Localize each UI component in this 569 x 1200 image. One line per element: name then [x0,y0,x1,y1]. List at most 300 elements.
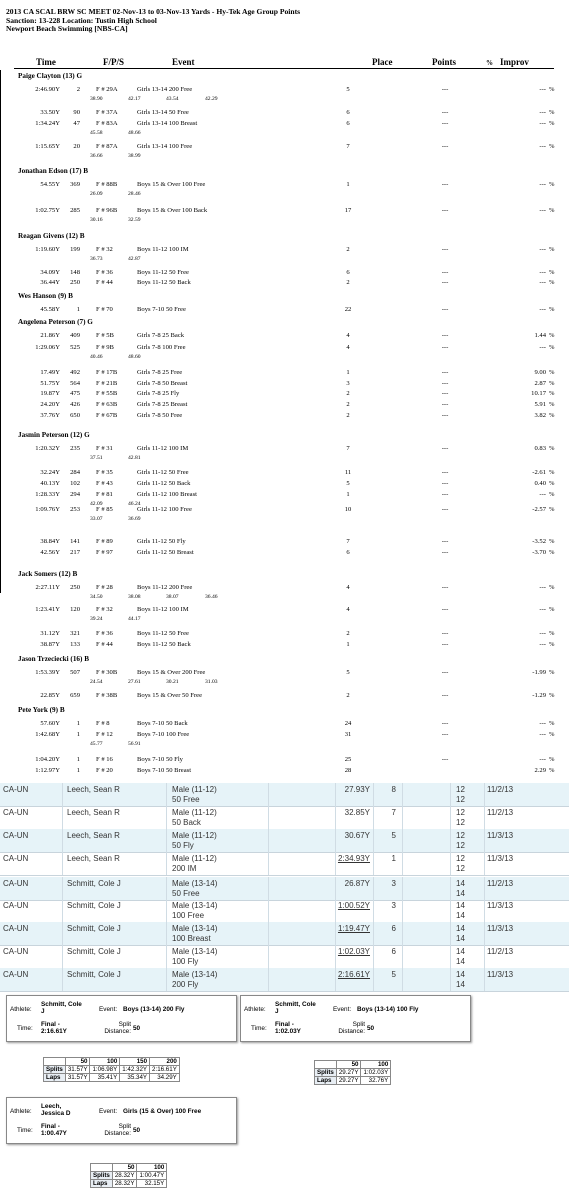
result-fps: F # 44 [96,279,113,286]
result-place: 1 [346,369,350,376]
result-points: --- [441,332,449,339]
column-divider [166,945,167,968]
event-cell [172,854,217,874]
result-row [0,506,569,514]
result-pct: % [549,549,555,556]
result-row [0,606,569,614]
event-cell [172,970,217,990]
time-label: Time: [17,1025,33,1032]
column-divider [373,783,374,806]
event-label: Event: [99,1006,118,1013]
time-cell: 26.87Y [344,879,370,888]
result-points: --- [441,86,449,93]
split-value: 1:02.03Y [361,1069,391,1077]
column-divider [450,806,451,829]
result-time: 1:28.33Y [35,491,60,498]
result-event: Boys 11-12 50 Free [137,269,189,276]
column-divider [484,806,485,829]
result-points: --- [441,469,449,476]
event-name: Boys (13-14) 200 Fly [123,1006,185,1013]
column-divider [335,899,336,922]
table-row[interactable] [0,968,569,992]
splits-distance-header: 100 [137,1164,167,1172]
result-fps: F # 29A [96,86,118,93]
event-age-group: Male (13-14) [172,970,218,979]
swimmer-name-cell[interactable]: Schmitt, Cole J [67,901,121,910]
result-row [0,120,569,128]
column-divider [268,922,269,945]
result-row [0,369,569,377]
split-value: 1:06.98Y [90,1066,120,1074]
result-time: 31.12Y [40,630,60,637]
result-place: 6 [346,109,350,116]
column-divider [166,877,167,900]
col-place: Place [372,57,393,67]
age-value: 14 [456,934,465,943]
result-pct: % [549,480,555,487]
splits-corner [44,1058,66,1066]
age-value: 14 [456,970,465,979]
result-place: 5 [346,480,350,487]
table-row[interactable] [0,922,569,946]
result-time: 40.13Y [40,480,60,487]
result-points: --- [441,369,449,376]
result-event: Boys 15 & Over 200 Free [137,669,206,676]
result-improv: --- [539,143,546,150]
column-divider [402,922,403,945]
result-age-points: 1 [76,720,80,727]
result-place: 1 [346,491,350,498]
result-row [0,246,569,254]
result-row [0,181,569,189]
age-value: 14 [456,879,465,888]
result-improv: 1.44 [534,332,546,339]
result-row [0,549,569,557]
result-event: Boys 7-10 50 Fly [137,756,183,763]
age-cell [456,879,465,899]
result-fps: F # 55B [96,390,118,397]
result-event: Girls 7-8 100 Free [137,344,186,351]
result-fps: F # 30B [96,669,118,676]
result-row [0,584,569,592]
age-value: 12 [456,795,465,804]
split-time: 39.24 [90,616,103,622]
result-improv: -1.99 [532,669,546,676]
result-time: 37.76Y [40,412,60,419]
result-pct: % [549,767,555,774]
column-divider [402,899,403,922]
time-cell[interactable]: 2:16.61Y [337,970,370,979]
swimmer-name-cell[interactable]: Leech, Sean R [67,854,120,863]
result-fps: F # 85 [96,506,113,513]
result-points: --- [441,269,449,276]
age-cell [456,831,465,851]
split-value: 29.27Y [336,1069,361,1077]
column-divider [166,806,167,829]
age-value: 14 [456,901,465,910]
team-cell: CA-UN [3,854,29,863]
result-place: 1 [346,181,350,188]
result-place: 4 [346,584,350,591]
lap-value: 28.32Y [112,1180,137,1188]
time-cell[interactable]: 1:19.47Y [337,924,370,933]
lap-value: 35.34Y [120,1074,150,1082]
column-divider [335,922,336,945]
result-age-points: 1 [76,731,80,738]
column-divider [268,783,269,806]
swimmer-name-text: Jonathan Edson (17) B [18,167,89,175]
column-divider [484,922,485,945]
result-age-points: 47 [73,120,80,127]
result-points: --- [441,143,449,150]
event-label: Event: [333,1006,352,1013]
event-age-group: Male (11-12) [172,854,217,863]
split-time: 37.51 [90,455,103,461]
column-divider [166,783,167,806]
result-pct: % [549,641,555,648]
result-event: Boys 11-12 100 IM [137,606,189,613]
final-time: Final - 1:02.03Y [275,1021,301,1035]
lap-value: 34.29Y [150,1074,180,1082]
splits-row-label: Splits [91,1172,113,1180]
result-improv: 9.00 [534,369,546,376]
swimmer-name-text: Pete York (9) B [18,706,65,714]
split-distance: 50 [133,1127,141,1134]
table-row[interactable] [0,945,569,969]
split-time: 44.17 [128,616,141,622]
result-points: --- [441,584,449,591]
result-points: --- [441,445,449,452]
date-cell: 11/3/13 [487,924,514,933]
date-cell: 11/3/13 [487,970,514,979]
swimmer-name-cell[interactable]: Leech, Sean R [67,785,120,794]
result-row [0,279,569,287]
result-place: 7 [346,538,350,545]
swimmer-name-cell[interactable]: Schmitt, Cole J [67,947,121,956]
result-fps: F # 63B [96,401,118,408]
time-cell: 27.93Y [344,785,370,794]
column-divider [335,852,336,875]
result-row [0,269,569,277]
result-time: 33.50Y [40,109,60,116]
result-improv: --- [539,731,546,738]
column-divider [373,877,374,900]
table-row[interactable] [0,829,569,853]
header-rule [14,68,554,69]
result-place: 6 [346,269,350,276]
result-age-points: 409 [70,332,80,339]
column-divider [62,783,63,806]
age-value: 12 [456,808,465,817]
result-time: 1:20.32Y [35,445,60,452]
result-pct: % [549,445,555,452]
result-age-points: 475 [70,390,80,397]
swimmer-name-cell[interactable]: Schmitt, Cole J [67,879,121,888]
result-fps: F # 16 [96,756,113,763]
split-time: 24.54 [90,679,103,685]
result-place: 10 [344,506,352,513]
lap-value: 31.57Y [65,1074,90,1082]
column-divider [268,852,269,875]
result-age-points: 1 [76,756,80,763]
splits-table [314,1060,391,1085]
column-divider [62,922,63,945]
result-age-points: 133 [70,641,80,648]
result-place: 2 [346,279,350,286]
result-improv: --- [539,584,546,591]
result-time: 1:12.97Y [35,767,60,774]
splits-corner [91,1164,113,1172]
column-divider [166,968,167,991]
result-fps: F # 35 [96,469,113,476]
result-event: Boys 7-10 50 Breast [137,767,192,774]
lap-value: 29.27Y [336,1077,361,1085]
age-value: 14 [456,889,465,898]
result-pct: % [549,606,555,613]
team-cell: CA-UN [3,808,29,817]
result-event: Girls 7-8 25 Fly [137,390,180,397]
event-label: Event: [99,1108,118,1115]
result-age-points: 1 [76,306,80,313]
time-cell[interactable]: 1:00.52Y [337,901,370,910]
result-row [0,480,569,488]
result-pct: % [549,86,555,93]
swimmer-name-cell[interactable]: Leech, Sean R [67,808,120,817]
result-time: 34.09Y [40,269,60,276]
result-place: 2 [346,630,350,637]
age-cell [456,924,465,944]
col-fps: F/P/S [103,57,125,67]
result-improv: --- [539,344,546,351]
split-time: 45.58 [90,130,103,136]
event-cell [172,901,217,921]
column-divider [450,968,451,991]
result-place: 2 [346,401,350,408]
result-fps: F # 38B [96,692,118,699]
athlete-name: Schmitt, Cole J [275,1001,316,1015]
age-value: 12 [456,841,465,850]
swimmer-name-cell[interactable]: Leech, Sean R [67,831,120,840]
result-fps: F # 20 [96,767,113,774]
age-cell [456,808,465,828]
result-pct: % [549,720,555,727]
column-divider [335,968,336,991]
split-distance-label: Split Distance: [104,1123,131,1137]
result-points: --- [441,401,449,408]
result-place: 2 [346,390,350,397]
split-value: 1:00.47Y [137,1172,167,1180]
result-pct: % [549,731,555,738]
event-name: 100 Breast [172,934,211,943]
lap-value: 35.41Y [90,1074,120,1082]
result-event: Boys 11-12 50 Back [137,641,191,648]
result-pct: % [549,630,555,637]
lap-value: 32.15Y [137,1180,167,1188]
result-fps: F # 43 [96,480,113,487]
split-value: 2:16.61Y [150,1066,180,1074]
result-place: 11 [344,469,352,476]
result-fps: F # 12 [96,731,113,738]
table-row[interactable] [0,806,569,830]
result-points: --- [441,538,449,545]
swimmer-name-cell[interactable]: Schmitt, Cole J [67,924,121,933]
result-fps: F # 31 [96,445,113,452]
event-age-group: Male (13-14) [172,901,218,910]
result-fps: F # 97 [96,549,113,556]
result-improv: --- [539,246,546,253]
place-cell: 3 [391,901,396,910]
athlete-split-card [240,995,471,1042]
result-pct: % [549,344,555,351]
column-divider [62,852,63,875]
column-divider [62,899,63,922]
column-divider [166,922,167,945]
result-event: Girls 13-14 200 Free [137,86,193,93]
result-improv: --- [539,756,546,763]
result-pct: % [549,279,555,286]
result-row [0,692,569,700]
split-time: 38.99 [128,153,141,159]
result-event: Girls 11-12 50 Fly [137,538,186,545]
result-age-points: 235 [70,445,80,452]
column-divider [450,783,451,806]
result-points: --- [441,491,449,498]
result-row [0,412,569,420]
event-cell [172,924,217,944]
result-improv: --- [539,491,546,498]
event-name: 50 Free [172,889,200,898]
column-divider [335,877,336,900]
team-cell: CA-UN [3,785,29,794]
result-fps: F # 32 [96,606,113,613]
result-points: --- [441,246,449,253]
split-time: 56.91 [128,741,141,747]
result-fps: F # 21B [96,380,118,387]
result-fps: F # 67B [96,412,118,419]
age-value: 14 [456,957,465,966]
result-pct: % [549,412,555,419]
meet-title: 2013 CA SCAL BRW SC MEET 02-Nov-13 to 03-Nov-13 Yards - Hy-Tek Age Group Points [6,7,301,16]
result-row [0,756,569,764]
swimmer-name-text: Jack Somers (12) B [18,570,78,578]
table-row[interactable] [0,877,569,901]
column-divider [166,829,167,852]
split-distance: 50 [133,1025,141,1032]
result-time: 24.20Y [40,401,60,408]
split-time: 36.46 [205,594,218,600]
sanction-line: Sanction: 13-228 Location: Tustin High School [6,15,157,25]
split-distance: 50 [367,1025,375,1032]
column-divider [402,852,403,875]
result-fps: F # 83A [96,120,118,127]
swimmer-name-cell[interactable]: Schmitt, Cole J [67,970,121,979]
column-divider [166,852,167,875]
result-improv: 3.82 [534,412,546,419]
age-value: 12 [456,854,465,863]
split-time: 48.60 [128,354,141,360]
column-divider [450,829,451,852]
result-pct: % [549,491,555,498]
result-age-points: 141 [70,538,80,545]
table-row[interactable] [0,783,569,807]
result-points: --- [441,641,449,648]
result-points: --- [441,549,449,556]
event-cell [172,947,217,967]
result-points: --- [441,506,449,513]
result-pct: % [549,692,555,699]
result-improv: --- [539,279,546,286]
event-cell [172,831,217,851]
result-pct: % [549,584,555,591]
result-pct: % [549,369,555,376]
result-improv: --- [539,630,546,637]
result-improv: --- [539,269,546,276]
result-place: 25 [344,756,352,763]
time-cell[interactable]: 2:34.93Y [337,854,370,863]
col-pct: % [486,59,493,67]
result-row [0,641,569,649]
result-place: 2 [346,692,350,699]
result-time: 1:42.68Y [35,731,60,738]
athlete-label: Athlete: [10,1108,32,1115]
result-event: Girls 13-14 50 Free [137,109,189,116]
result-time: 1:09.76Y [35,506,60,513]
column-divider [268,877,269,900]
event-cell [172,785,217,805]
age-cell [456,785,465,805]
table-row[interactable] [0,899,569,923]
time-cell[interactable]: 1:02.03Y [337,947,370,956]
result-improv: -3.52 [532,538,546,545]
result-time: 38.87Y [40,641,60,648]
result-improv: --- [539,109,546,116]
result-event: Girls 11-12 100 Free [137,506,192,513]
table-row[interactable] [0,852,569,876]
column-divider [373,899,374,922]
result-points: --- [441,279,449,286]
result-age-points: 284 [70,469,80,476]
result-pct: % [549,207,555,214]
result-pct: % [549,469,555,476]
splits-row-label: Splits [315,1069,337,1077]
splits-distance-header: 150 [120,1058,150,1066]
result-age-points: 659 [70,692,80,699]
event-age-group: Male (13-14) [172,879,218,888]
result-event: Boys 7-10 100 Free [137,731,190,738]
event-name: 200 Fly [172,980,199,989]
result-points: --- [441,720,449,727]
result-place: 2 [346,412,350,419]
athlete-name: Leech, Jessica D [41,1103,71,1117]
split-time: 26.09 [90,191,103,197]
team-name: Newport Beach Swimming [NBS-CA] [6,24,128,34]
result-fps: F # 28 [96,584,113,591]
result-pct: % [549,390,555,397]
col-event: Event [172,57,195,67]
result-time: 32.24Y [40,469,60,476]
result-fps: F # 44 [96,641,113,648]
result-age-points: 199 [70,246,80,253]
result-pct: % [549,181,555,188]
column-divider [484,899,485,922]
event-cell [172,879,217,899]
result-row [0,445,569,453]
result-row [0,401,569,409]
split-time: 38.08 [128,594,141,600]
column-divider [373,852,374,875]
result-points: --- [441,731,449,738]
result-event: Girls 13-14 100 Breast [137,120,198,127]
